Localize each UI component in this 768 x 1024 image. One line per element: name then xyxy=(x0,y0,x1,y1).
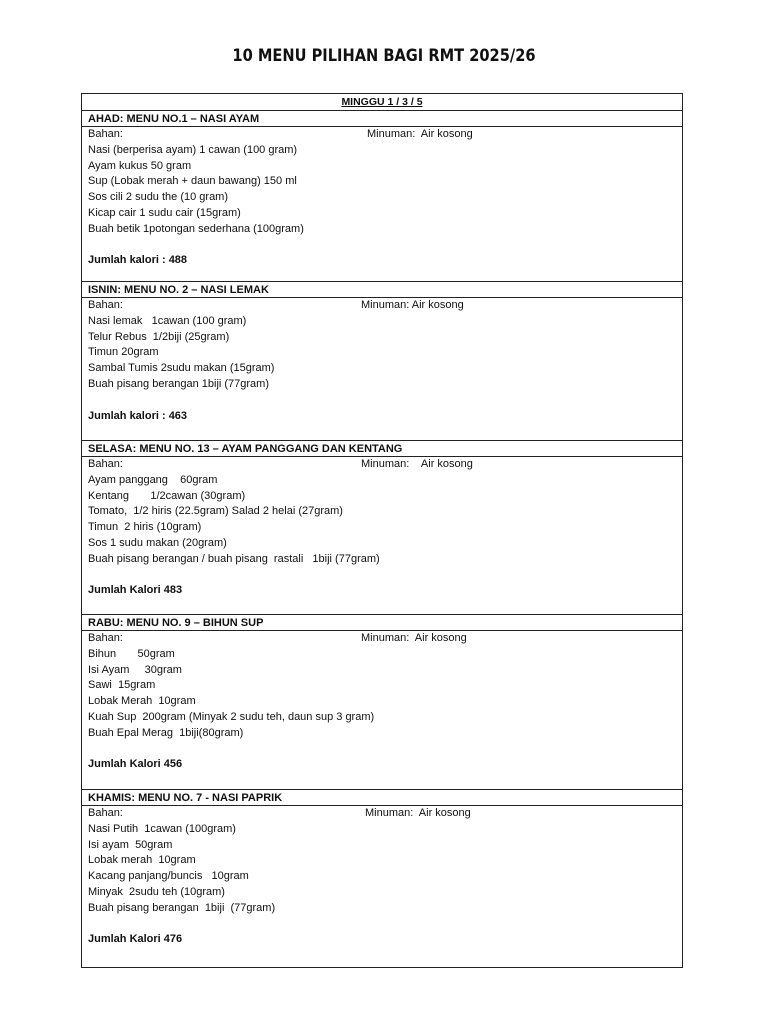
total-calories: Jumlah kalori : 463 xyxy=(88,409,188,422)
ingredient-item: Tomato, 1/2 hiris (22.5gram) Salad 2 helai (27gram) xyxy=(88,505,343,518)
minuman-label: Minuman: Air kosong xyxy=(361,458,473,470)
ingredient-item: Sambal Tumis 2sudu makan (15gram) xyxy=(88,362,275,375)
ingredient-item: Minyak 2sudu teh (10gram) xyxy=(88,885,225,898)
ingredient-item: Timun 2 hiris (10gram) xyxy=(88,521,202,534)
spacer xyxy=(88,742,682,758)
ingredient-item: Kuah Sup 200gram (Minyak 2 sudu teh, daun sup 3 gram) xyxy=(88,710,375,723)
ingredient-item: Isi ayam 50gram xyxy=(88,838,173,851)
minuman-label: Minuman: Air kosong xyxy=(361,632,467,644)
bahan-row xyxy=(88,127,682,143)
ingredient-item: Sup (Lobak merah + daun bawang) 150 ml xyxy=(88,175,297,188)
ingredient-item: Kentang 1/2cawan (30gram) xyxy=(88,489,246,502)
minuman-label: Minuman: Air kosong xyxy=(367,128,473,140)
day-header: RABU: MENU NO. 9 – BIHUN SUP xyxy=(82,615,682,631)
ingredient-item: Buah pisang berangan 1biji (77gram) xyxy=(88,901,276,914)
ingredient-item: Kacang panjang/buncis 10gram xyxy=(88,870,249,883)
day-header: KHAMIS: MENU NO. 7 - NASI PAPRIK xyxy=(82,790,682,806)
ingredient-item: Isi Ayam 30gram xyxy=(88,663,182,676)
spacer xyxy=(88,393,682,409)
ingredient-item: Sawi 15gram xyxy=(88,679,156,692)
ingredient-item: Sos 1 sudu makan (20gram) xyxy=(88,536,227,549)
ingredient-item: Timun 20gram xyxy=(88,346,159,359)
bahan-row xyxy=(88,806,682,822)
day-body xyxy=(82,127,682,282)
menu-table xyxy=(81,93,683,968)
ingredient-item: Buah betik 1potongan sederhana (100gram) xyxy=(88,222,304,235)
ingredient-item: Sos cili 2 sudu the (10 gram) xyxy=(88,191,229,204)
bahan-label: Bahan: xyxy=(88,458,123,470)
day-body xyxy=(82,631,682,790)
ingredient-item: Lobak Merah 10gram xyxy=(88,695,196,708)
bahan-label: Bahan: xyxy=(88,128,123,140)
ingredient-item: Nasi (berperisa ayam) 1 cawan (100 gram) xyxy=(88,143,298,156)
ingredient-item: Nasi lemak 1cawan (100 gram) xyxy=(88,314,247,327)
bahan-row xyxy=(88,298,682,314)
days-container xyxy=(82,111,682,963)
day-body xyxy=(82,457,682,615)
ingredient-item: Buah Epal Merag 1biji(80gram) xyxy=(88,726,244,739)
bahan-label: Bahan: xyxy=(88,807,123,819)
ingredient-item: Bihun 50gram xyxy=(88,647,175,660)
page-title: 10 MENU PILIHAN BAGI RMT 2025/26 xyxy=(232,46,536,66)
ingredient-item: Kicap cair 1 sudu cair (15gram) xyxy=(88,206,241,219)
minuman-label: Minuman: Air kosong xyxy=(365,807,471,819)
day-header: ISNIN: MENU NO. 2 – NASI LEMAK xyxy=(82,282,682,298)
bahan-label: Bahan: xyxy=(88,632,123,644)
ingredient-item: Telur Rebus 1/2biji (25gram) xyxy=(88,330,230,343)
spacer xyxy=(88,568,682,584)
day-body xyxy=(82,298,682,441)
day-header: AHAD: MENU NO.1 – NASI AYAM xyxy=(82,111,682,127)
ingredient-item: Ayam kukus 50 gram xyxy=(88,159,192,172)
spacer xyxy=(88,238,682,254)
total-calories: Jumlah Kalori 483 xyxy=(88,584,183,597)
total-calories: Jumlah Kalori 476 xyxy=(88,933,183,946)
total-calories: Jumlah kalori : 488 xyxy=(88,254,188,267)
ingredient-item: Lobak merah 10gram xyxy=(88,854,196,867)
total-calories: Jumlah Kalori 456 xyxy=(88,758,183,771)
ingredient-item: Ayam panggang 60gram xyxy=(88,473,218,486)
ingredient-item: Buah pisang berangan 1biji (77gram) xyxy=(88,377,270,390)
ingredient-item: Nasi Putih 1cawan (100gram) xyxy=(88,822,236,835)
bahan-row xyxy=(88,631,682,647)
bahan-label: Bahan: xyxy=(88,299,123,311)
day-body xyxy=(82,806,682,963)
ingredient-item: Buah pisang berangan / buah pisang rastali 1biji (77gram) xyxy=(88,552,380,565)
week-label: MINGGU 1 / 3 / 5 xyxy=(82,94,682,111)
minuman-label: Minuman: Air kosong xyxy=(361,299,464,311)
bahan-row xyxy=(88,457,682,473)
day-header: SELASA: MENU NO. 13 – AYAM PANGGANG DAN KENTANG xyxy=(82,441,682,457)
spacer xyxy=(88,917,682,933)
